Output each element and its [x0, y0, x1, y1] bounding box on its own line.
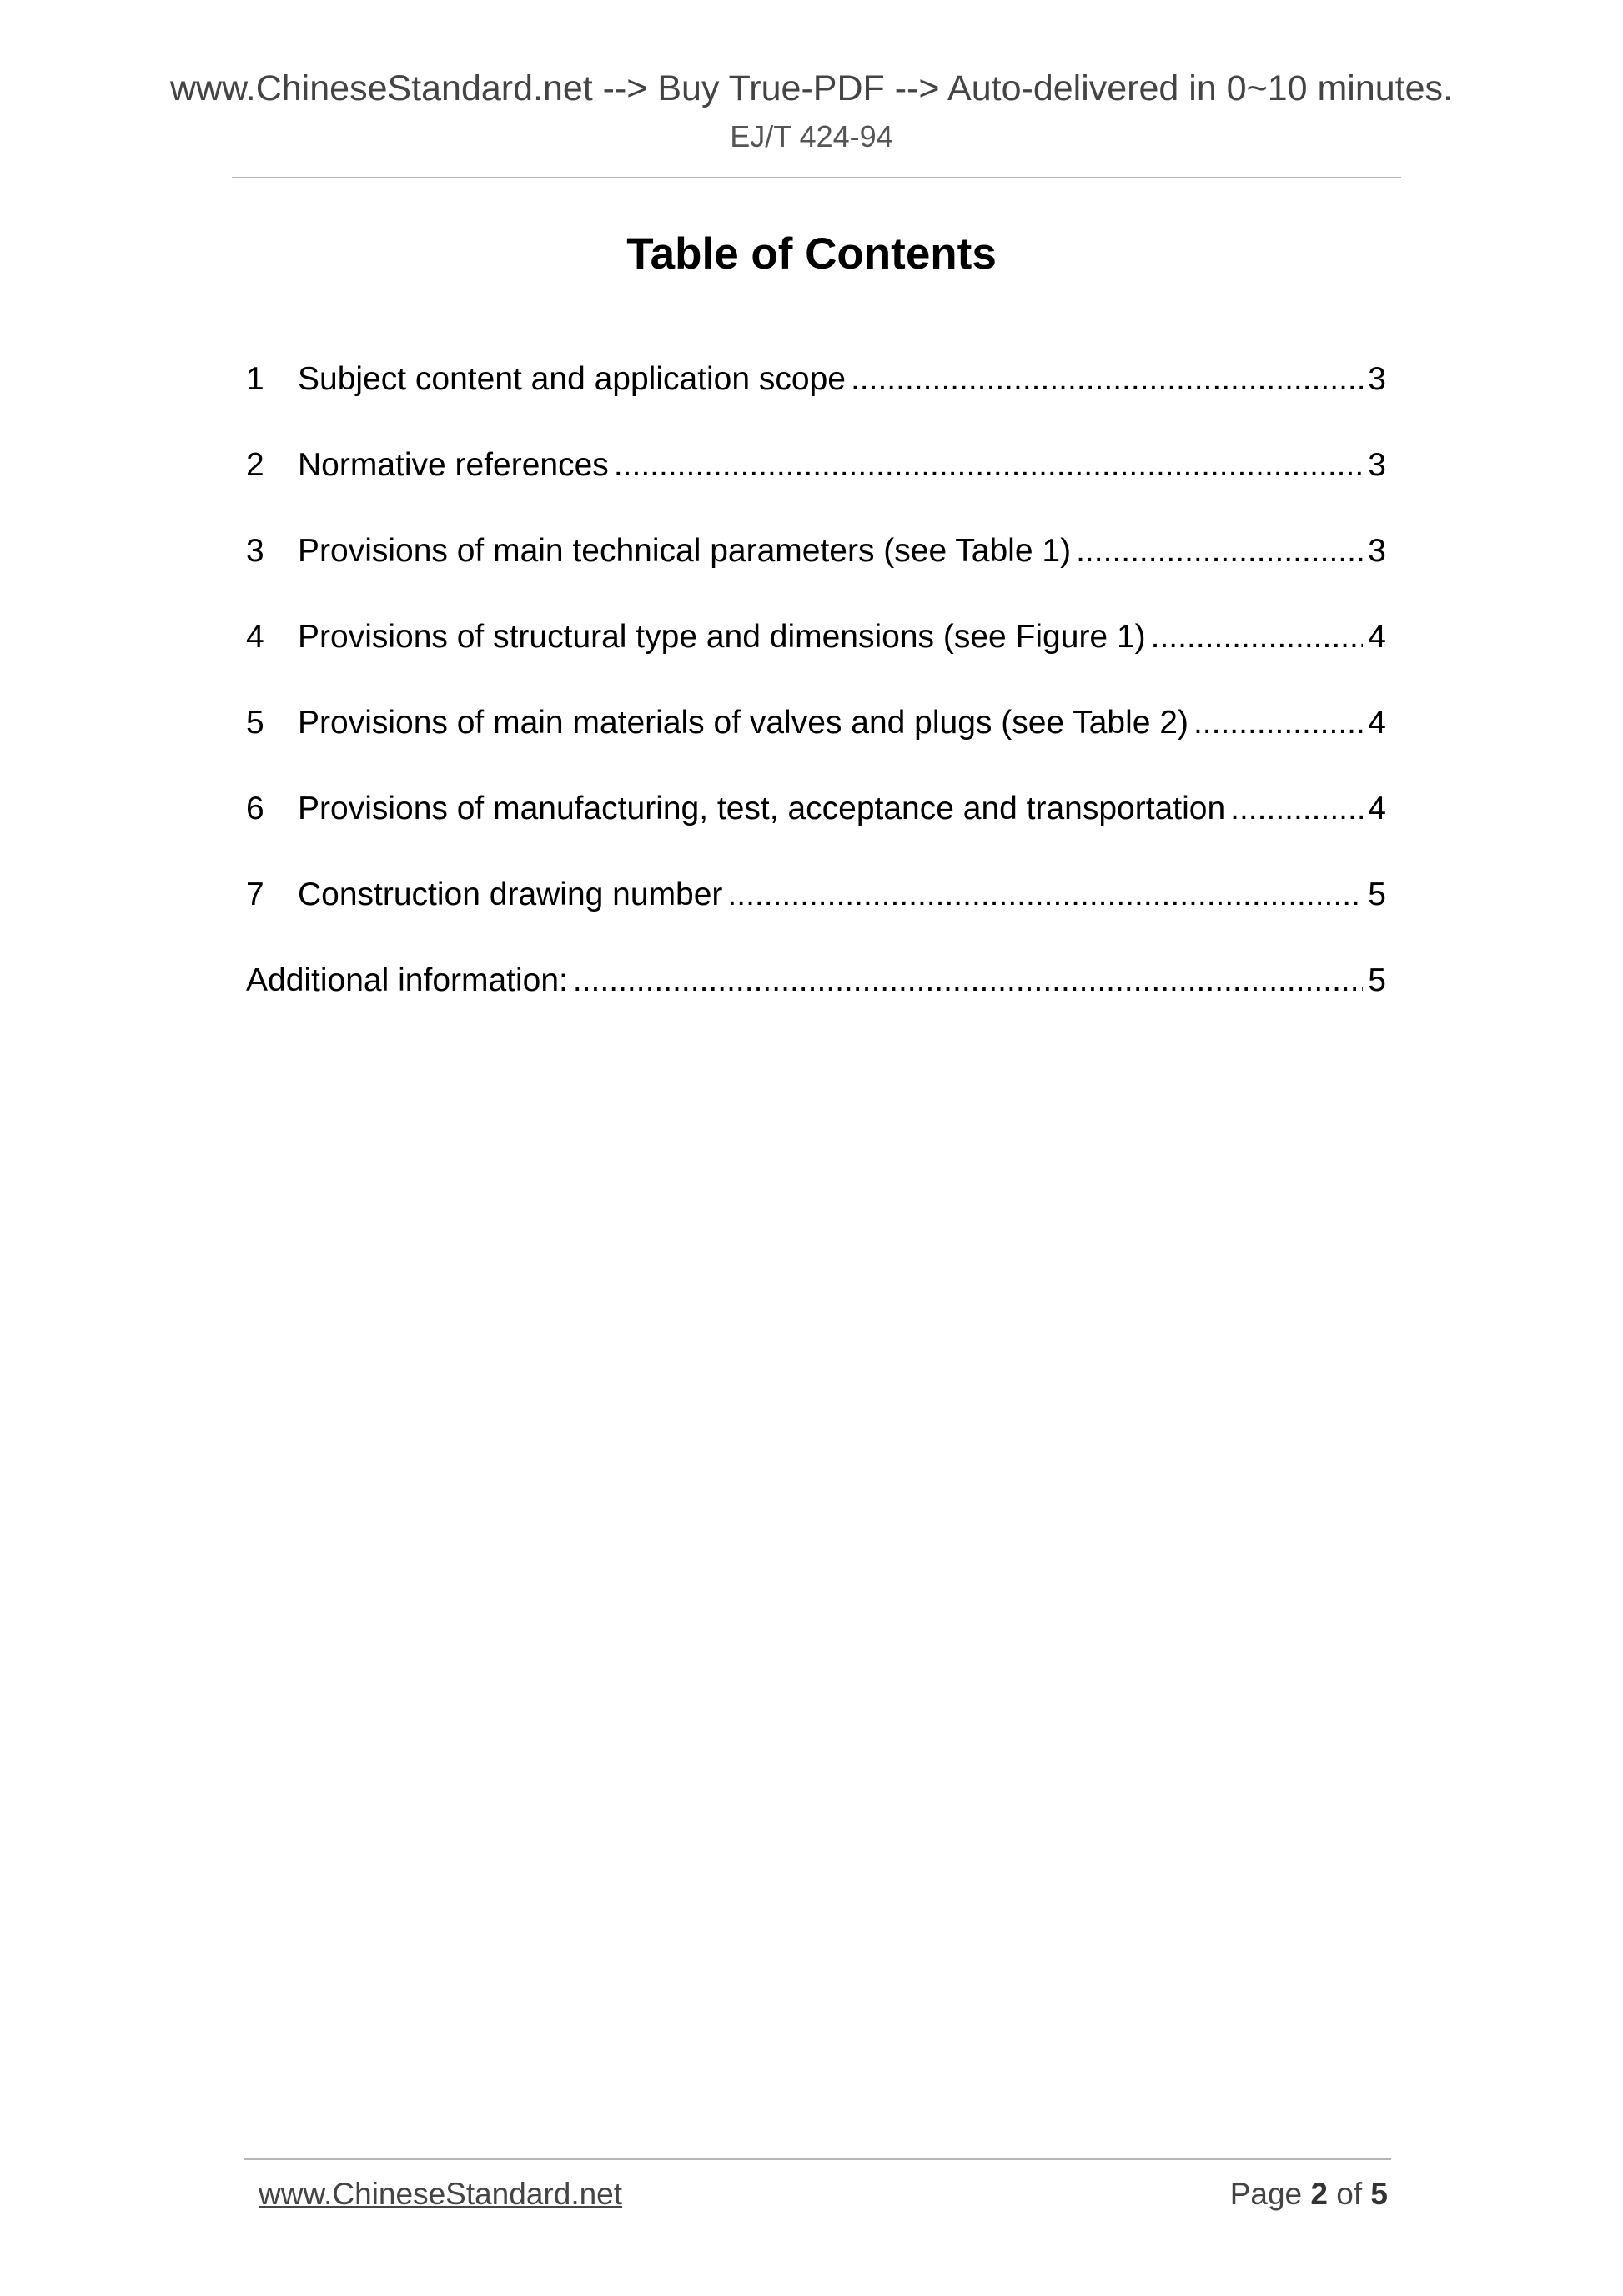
toc-entry-page: 3	[1368, 361, 1386, 397]
footer-divider	[244, 2158, 1391, 2160]
page-of: of	[1336, 2177, 1363, 2211]
toc-entry-number: 4	[246, 619, 264, 655]
toc-entry-text: Construction drawing number	[298, 877, 723, 912]
toc-entry-page: 5	[1368, 877, 1386, 912]
toc-entry-3[interactable]	[246, 530, 1386, 616]
toc-leader	[851, 359, 1363, 400]
header-banner: www.ChineseStandard.net --> Buy True-PDF --> Auto-delivered in 0~10 minutes.	[169, 68, 1453, 108]
toc-leader	[1230, 788, 1363, 830]
toc-entry-text: Normative references	[298, 447, 609, 483]
toc-entry-text: Provisions of main technical parameters (see Table 1)	[298, 533, 1072, 569]
toc-entry-1[interactable]	[246, 359, 1386, 445]
toc-entry-text: Additional information:	[246, 962, 568, 998]
toc-entry-number: 2	[246, 447, 264, 483]
toc-leader	[614, 445, 1363, 486]
page-prefix: Page	[1229, 2177, 1303, 2211]
toc-entry-text: Provisions of main materials of valves and plugs (see Table 2)	[298, 705, 1188, 741]
header-divider	[232, 177, 1401, 178]
toc-entry-page: 3	[1368, 533, 1386, 569]
toc-leader	[573, 960, 1363, 1002]
toc-entry-2[interactable]	[246, 445, 1386, 530]
toc-entry-number: 5	[246, 705, 264, 741]
toc-title: Table of Contents	[626, 229, 997, 279]
toc-entry-additional[interactable]	[246, 960, 1386, 1046]
toc-entry-4[interactable]	[246, 616, 1386, 702]
toc-entry-7[interactable]	[246, 874, 1386, 960]
toc-list	[246, 359, 1386, 1046]
toc-leader	[727, 874, 1363, 916]
toc-entry-page: 4	[1368, 619, 1386, 655]
toc-leader	[1076, 530, 1363, 572]
toc-entry-page: 4	[1368, 791, 1386, 826]
toc-entry-5[interactable]	[246, 702, 1386, 788]
page-current: 2	[1310, 2177, 1328, 2211]
toc-leader	[1151, 616, 1364, 658]
standard-code: EJ/T 424-94	[730, 119, 893, 153]
toc-entry-number: 6	[246, 791, 264, 826]
toc-entry-text: Subject content and application scope	[298, 361, 846, 397]
footer-site-link[interactable]: www.ChineseStandard.net	[259, 2177, 623, 2211]
toc-entry-number: 3	[246, 533, 264, 569]
toc-entry-page: 4	[1368, 705, 1386, 741]
toc-entry-6[interactable]	[246, 788, 1386, 874]
toc-leader	[1193, 702, 1363, 744]
page-total: 5	[1370, 2177, 1388, 2211]
page-indicator	[1230, 2174, 1388, 2214]
toc-entry-number: 7	[246, 877, 264, 912]
page-header	[0, 65, 1623, 158]
toc-entry-text: Provisions of structural type and dimensions (see Figure 1)	[298, 619, 1146, 655]
toc-entry-page: 5	[1368, 962, 1386, 998]
toc-entry-text: Provisions of manufacturing, test, acceptance and transportation	[298, 791, 1226, 826]
toc-entry-page: 3	[1368, 447, 1386, 483]
toc-entry-number: 1	[246, 361, 264, 397]
